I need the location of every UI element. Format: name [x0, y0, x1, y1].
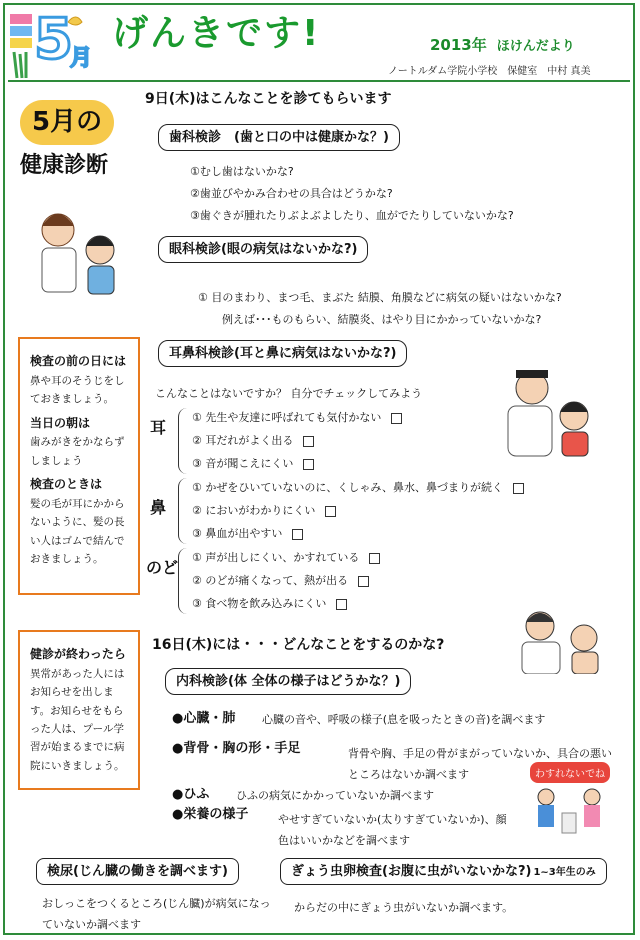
- worm-text: からだの中にぎょう虫がいないか調べます。: [294, 901, 514, 914]
- ear-brace: [178, 408, 187, 474]
- nose-item-2: ② においがわかりにくい: [192, 505, 336, 517]
- internal-row-3-text: ひふの病気にかかっていないか調べます: [236, 789, 434, 802]
- checkup-heading: [20, 100, 140, 179]
- dental-item-3: ③歯ぐきが腫れたりぶよぶよしたり、血がでたりしていないかな?: [190, 209, 514, 222]
- before-h3: 検査のときは: [30, 477, 103, 492]
- throat-brace: [178, 548, 187, 614]
- after-h1: 健診が終わったら: [30, 647, 126, 661]
- eye-title: 眼科検診(眼の病気はないかな?): [158, 236, 368, 263]
- throat-item-3: ③ 食べ物を飲み込みにくい: [192, 598, 347, 610]
- day9-heading: 9日(木)はこんなことを診てもらいます: [145, 91, 392, 107]
- dental-item-1: ①むし歯はないかな?: [190, 165, 294, 178]
- reminder-illustration: [530, 762, 610, 842]
- ear-label: 耳: [150, 418, 167, 437]
- checkbox[interactable]: [358, 576, 369, 587]
- nose-item-3: ③ 鼻血が出やすい: [192, 528, 303, 540]
- nose-item-1: ① かぜをひいていないのに、くしゃみ、鼻水、鼻づまりが続く: [192, 482, 524, 494]
- before-p2: 歯みがきをかならずしましょう: [30, 436, 125, 467]
- internal-row-1-text: 心臓の音や、呼吸の様子(息を吸ったときの音)を調べます: [262, 713, 546, 726]
- internal-row-4-text: やせすぎていないか(太りすぎていないか)、顔色はいいかなどを調べます: [278, 813, 507, 847]
- throat-label: のど: [146, 558, 179, 577]
- internal-row-3-label: ●ひふ: [172, 787, 210, 802]
- before-h1: 検査の前の日には: [30, 354, 127, 368]
- internal-title: 内科検診(体 全体の様子はどうかな？): [165, 668, 411, 695]
- day16-heading: 16日(木)には・・・どんなことをするのかな?: [152, 637, 445, 653]
- internal-row-2-text: 背骨や胸、手足の骨がまがっていないか、具合の悪いところはないか調べます: [348, 747, 612, 781]
- before-p1: 鼻や耳のそうじをしておきましょう。: [30, 374, 125, 406]
- children-icon: [530, 783, 610, 839]
- worm-grade-note: 1~3年生のみ: [533, 867, 596, 878]
- eye-item-1: ① 目のまわり、まつ毛、まぶた 結膜、角膜などに病気の疑いはないかな?: [198, 291, 562, 304]
- after-p1: 異常があった人にはお知らせを出します。お知らせをもらった人は、プール学習が始まるまでに病院にいきましょう。: [30, 667, 125, 772]
- before-p3: 髪の毛が耳にかからないように、髪の長い人はゴムで結んでおきましょう。: [30, 497, 125, 566]
- worm-title-text: ぎょう虫卵検査(お腹に虫がいないかな?): [291, 864, 532, 879]
- issue-name: ほけんだより: [496, 39, 575, 54]
- checkbox[interactable]: [303, 436, 314, 447]
- worm-title: [280, 858, 607, 885]
- newsletter-title: げんきです!: [112, 13, 321, 54]
- checkbox[interactable]: [336, 599, 347, 610]
- dental-item-2: ②歯並びやかみ合わせの具合はどうかな?: [190, 187, 393, 200]
- school-line: ノートルダム学院小学校 保健室 中村 真美: [388, 66, 591, 77]
- checkbox[interactable]: [303, 459, 314, 470]
- before-h2: 当日の朝は: [30, 415, 91, 430]
- ear-item-3: ③ 音が聞こえにくい: [192, 458, 314, 470]
- reminder-sign: わすれないでね: [530, 762, 610, 783]
- checkup-heading-month: 5月の: [20, 100, 114, 145]
- internal-row-1-label: ●心臓・肺: [172, 711, 236, 726]
- ent-doctor-illustration: [498, 360, 598, 460]
- checkup-heading-title: 健康診断: [20, 152, 109, 178]
- logo-number: 5: [34, 7, 73, 72]
- urine-text: おしっこをつくるところ(じん臓)が病気になっていないか調べます: [42, 897, 271, 931]
- issue-info: [430, 38, 575, 53]
- ent-title: 耳鼻科検診(耳と鼻に病気はないかな?): [158, 340, 407, 367]
- checkbox[interactable]: [325, 506, 336, 517]
- checkbox[interactable]: [391, 413, 402, 424]
- dental-title: 歯科検診 (歯と口の中は健康かな？): [158, 124, 400, 151]
- ent-check-intro: こんなことはないですか？ 自分でチェックしてみよう: [155, 387, 423, 400]
- internal-row-4-label: ●栄養の様子: [172, 807, 249, 822]
- eye-item-2: 例えば･･･ものもらい、結膜炎、はやり目にかかっていないかな?: [222, 313, 542, 326]
- issue-year: 2013年: [430, 36, 487, 54]
- nose-label: 鼻: [150, 498, 167, 517]
- before-checkup-box: [18, 337, 140, 595]
- ear-item-2: ② 耳だれがよく出る: [192, 435, 314, 447]
- month-logo: [8, 7, 93, 80]
- dentist-illustration: [28, 200, 128, 300]
- internal-row-2-label: ●背骨・胸の形・手足: [172, 741, 301, 756]
- throat-item-1: ① 声が出しにくい、かすれている: [192, 552, 380, 564]
- logo-month: 月: [70, 46, 93, 71]
- urine-title: 検尿(じん臓の働きを調べます): [36, 858, 239, 885]
- checkbox[interactable]: [292, 529, 303, 540]
- ear-item-1: ① 先生や友達に呼ばれても気付かない: [192, 412, 402, 424]
- header-divider: [8, 80, 630, 82]
- checkbox[interactable]: [513, 483, 524, 494]
- checkbox[interactable]: [369, 553, 380, 564]
- physician-illustration: [510, 604, 610, 674]
- nose-brace: [178, 478, 187, 544]
- throat-item-2: ② のどが痛くなって、熱が出る: [192, 575, 369, 587]
- after-checkup-box: [18, 630, 140, 790]
